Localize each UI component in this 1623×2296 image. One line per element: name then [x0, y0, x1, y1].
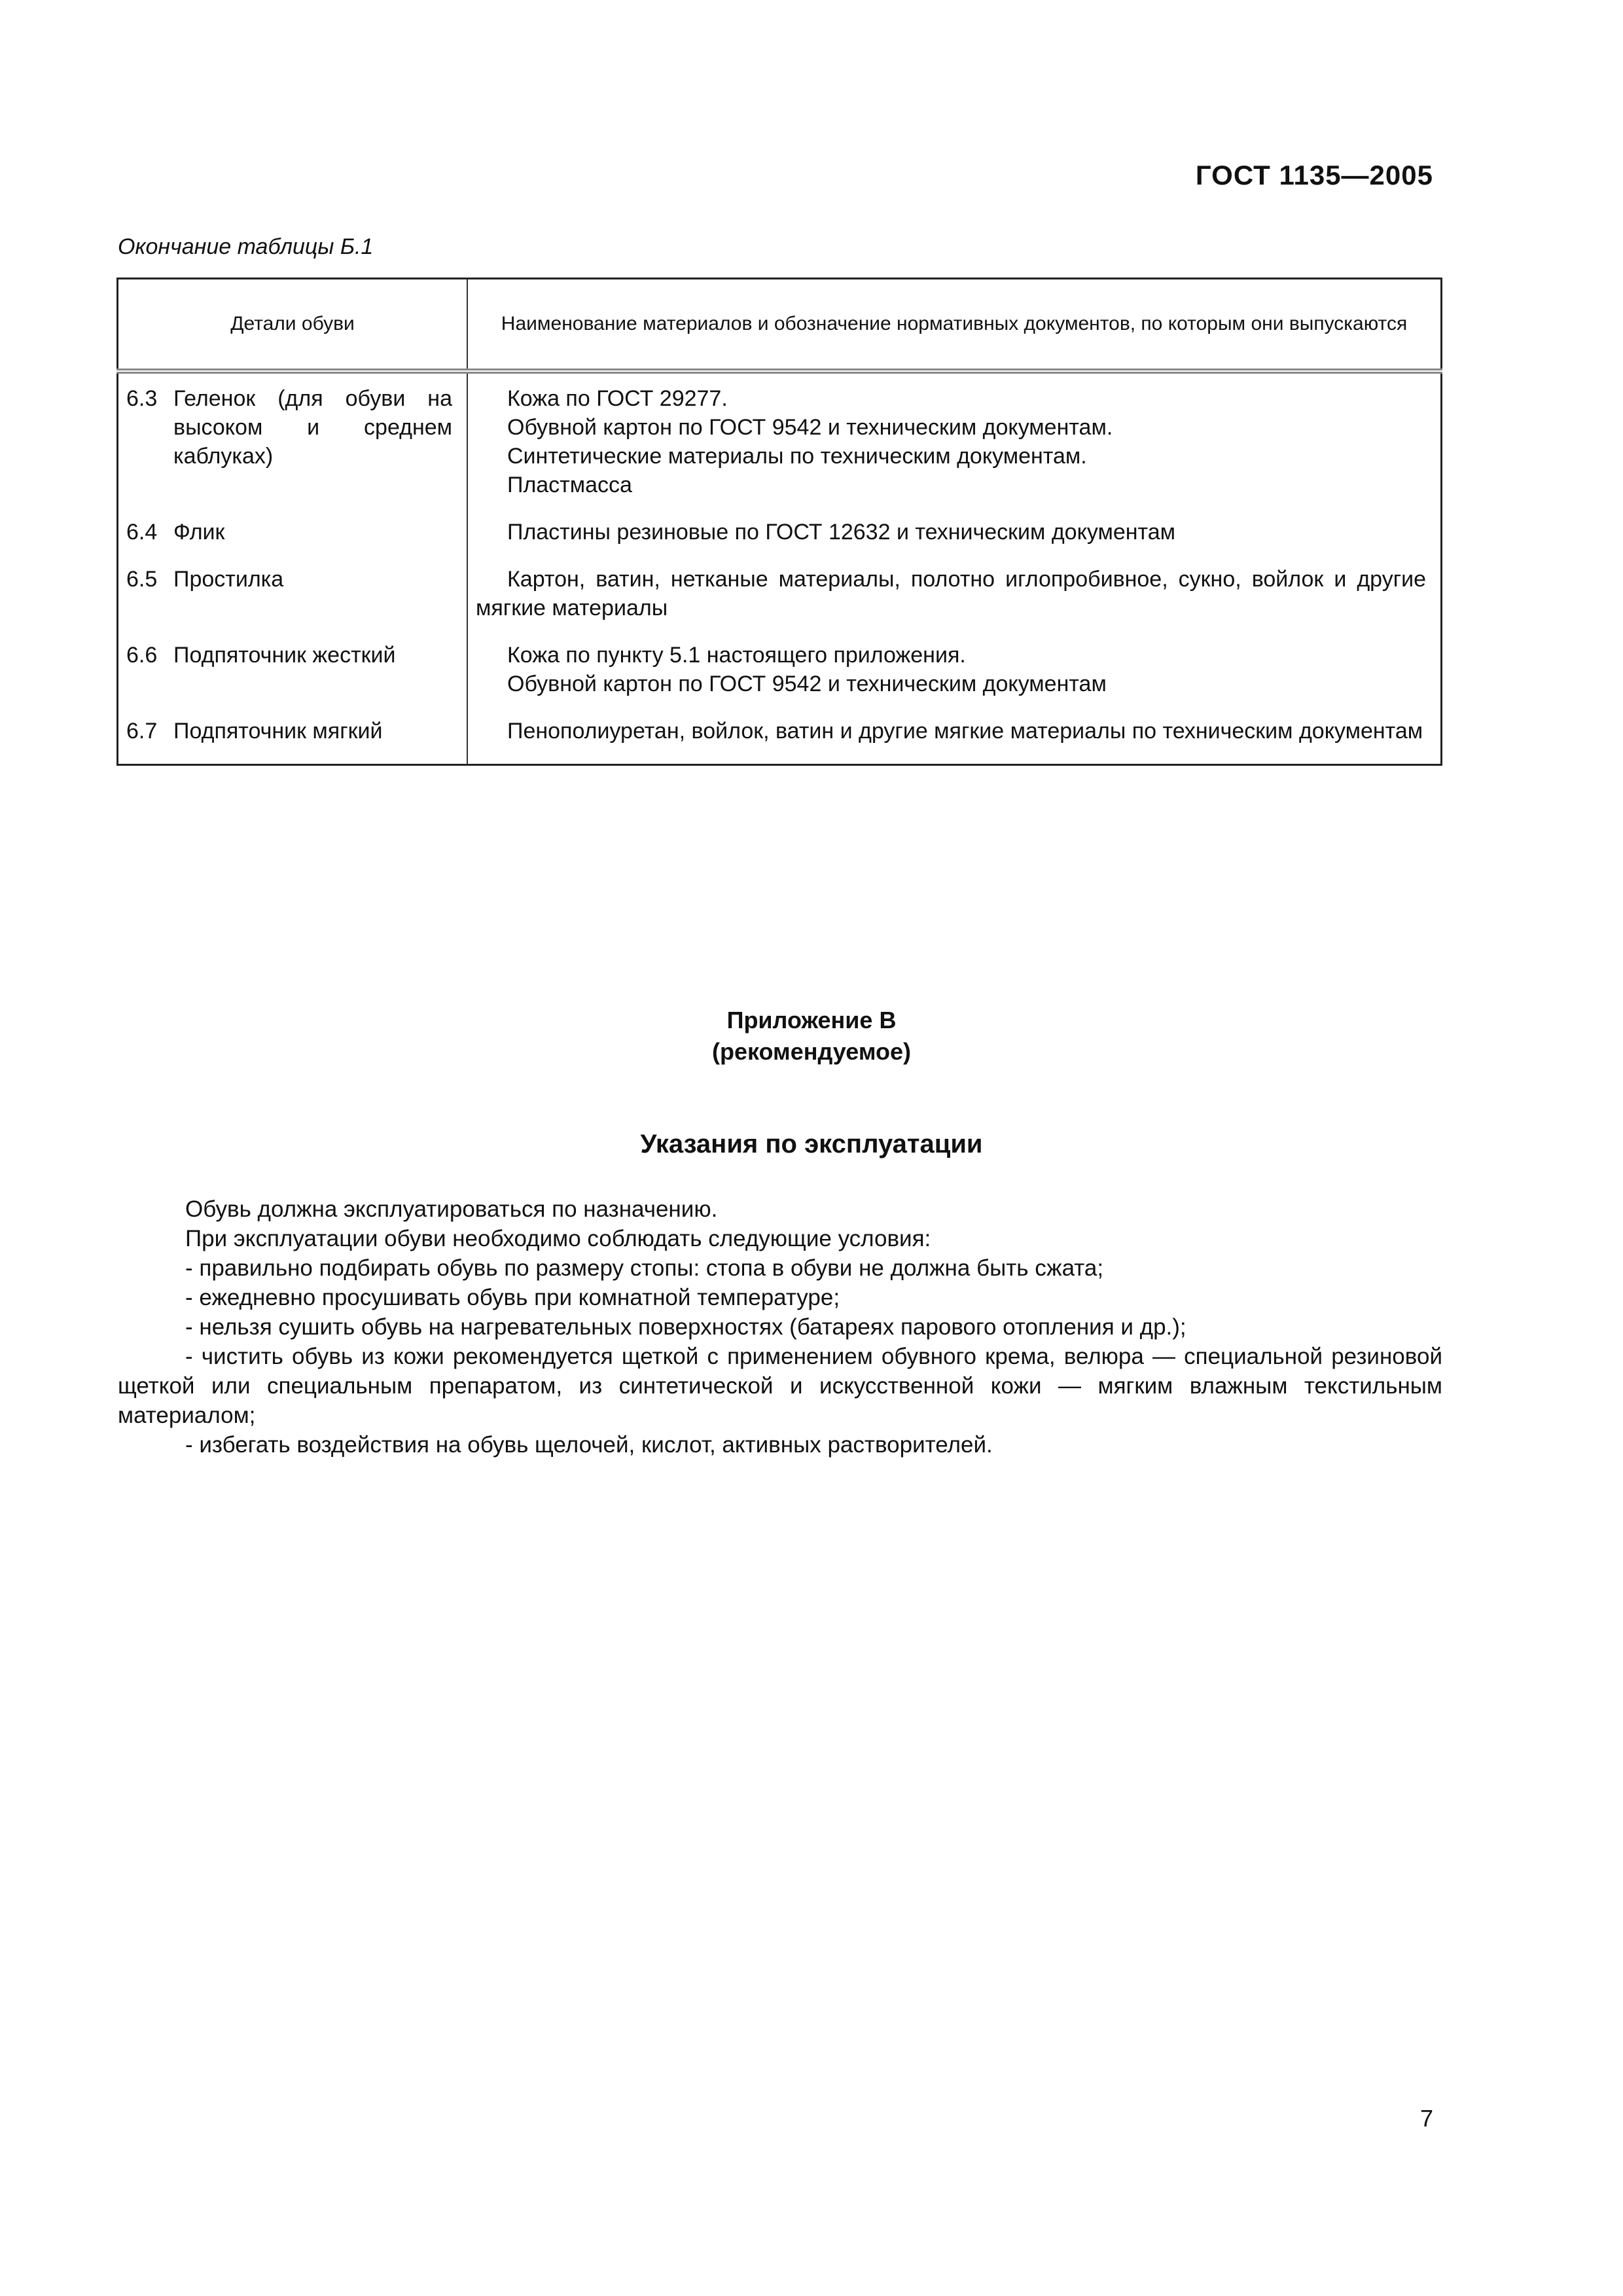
part-number: 6.7	[126, 719, 158, 744]
material-line: Картон, ватин, нетканые материалы, полотно иглопробивное, сукно, войлок и другие мягкие материалы	[476, 567, 1426, 620]
part-cell	[118, 371, 468, 518]
table-row	[118, 717, 1442, 765]
page-number: 7	[1419, 2105, 1433, 2132]
part-number: 6.4	[126, 520, 158, 545]
part-number: 6.6	[126, 643, 158, 668]
materials-cell	[467, 371, 1442, 518]
material-line: Кожа по ГОСТ 29277.	[507, 386, 728, 411]
material-line: Кожа по пункту 5.1 настоящего приложения.	[507, 643, 966, 668]
materials-cell	[467, 565, 1442, 641]
table-caption: Окончание таблицы Б.1	[118, 234, 374, 259]
instructions-body	[118, 1194, 1442, 1460]
instruction-item: - чистить обувь из кожи рекомендуется щеткой с применением обувного крема, велюра — специальной резиновой щеткой или специальным препаратом, из синтетической и искусственной кожи — мягким влажным текстильным материалом;	[118, 1344, 1442, 1428]
instruction-paragraph: Обувь должна эксплуатироваться по назначению.	[185, 1196, 718, 1222]
part-cell	[118, 565, 468, 641]
material-line: Синтетические материалы по техническим документам.	[507, 444, 1087, 469]
material-line: Обувной картон по ГОСТ 9542 и техническим документам	[507, 672, 1107, 696]
table-row	[118, 641, 1442, 717]
table-row	[118, 518, 1442, 565]
part-name: Геленок (для обуви на высоком и среднем каблуках)	[173, 386, 452, 469]
instruction-item: - ежедневно просушивать обувь при комнатной температуре;	[185, 1285, 840, 1310]
table-row	[118, 371, 1442, 518]
part-name: Подпяточник жесткий	[173, 643, 396, 668]
part-cell	[118, 641, 468, 717]
appendix-title: Приложение В	[726, 1007, 897, 1033]
material-line: Пластмасса	[507, 473, 632, 497]
part-name: Простилка	[173, 567, 284, 592]
materials-cell	[467, 518, 1442, 565]
part-name: Подпяточник мягкий	[173, 719, 383, 744]
column-header-parts: Детали обуви	[118, 279, 468, 372]
part-name: Флик	[173, 520, 225, 545]
part-cell	[118, 717, 468, 765]
section-title: Указания по эксплуатации	[640, 1130, 983, 1158]
instruction-item: - правильно подбирать обувь по размеру стопы: стопа в обуви не должна быть сжата;	[185, 1255, 1104, 1281]
column-header-materials: Наименование материалов и обозначение нормативных документов, по которым они выпускаются	[501, 313, 1408, 334]
part-number: 6.5	[126, 567, 158, 592]
standard-code: ГОСТ 1135—2005	[1195, 160, 1433, 190]
instruction-item: - нельзя сушить обувь на нагревательных поверхностях (батареях парового отопления и др.);	[185, 1314, 1186, 1340]
materials-table	[116, 278, 1442, 766]
instruction-paragraph: При эксплуатации обуви необходимо соблюдать следующие условия:	[185, 1226, 931, 1251]
part-cell	[118, 518, 468, 565]
material-line: Пенополиуретан, войлок, ватин и другие мягкие материалы по техническим документам	[507, 719, 1423, 744]
material-line: Пластины резиновые по ГОСТ 12632 и техническим документам	[507, 520, 1175, 545]
part-number: 6.3	[126, 386, 158, 411]
table-row	[118, 565, 1442, 641]
appendix-status: (рекомендуемое)	[712, 1038, 911, 1065]
appendix-heading	[0, 1005, 1623, 1067]
materials-cell	[467, 717, 1442, 765]
material-line: Обувной картон по ГОСТ 9542 и техническим документам.	[507, 415, 1113, 440]
table-header-row	[118, 279, 1442, 372]
instruction-item: - избегать воздействия на обувь щелочей, кислот, активных растворителей.	[185, 1432, 993, 1458]
materials-cell	[467, 641, 1442, 717]
